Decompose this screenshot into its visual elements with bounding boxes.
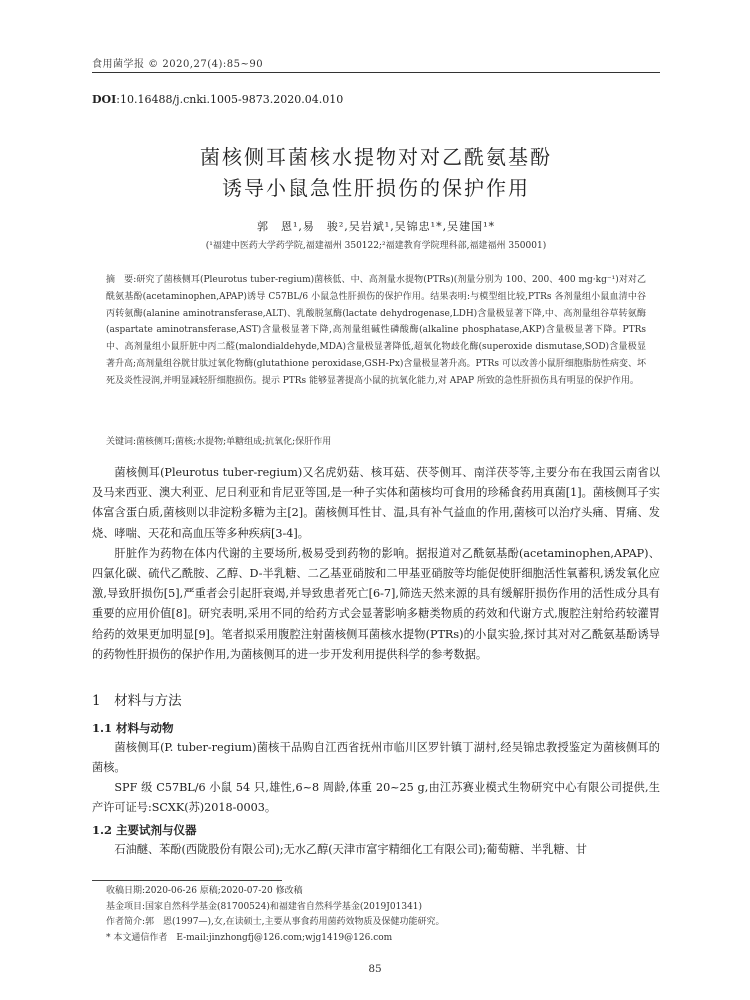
header-rule [92,72,660,73]
section-1-1-paragraph-2: SPF 级 C57BL/6 小鼠 54 只,雄性,6~8 周龄,体重 20~25 g,由江苏赛业模式生物研究中心有限公司提供,生产许可证号:SCXK(苏)2018-0003。 [92,781,660,815]
title-line-1: 菌核侧耳菌核水提物对对乙酰氨基酚 [200,145,552,169]
intro-paragraph-2: 肝脏作为药物在体内代谢的主要场所,极易受到药物的影响。据报道对乙酰氨基酚(acetaminophen,APAP)、四氯化碳、硫代乙酰胺、乙醇、D-半乳糖、二乙基亚硝胺和二甲基亚硝胺等均能促使肝细胞活性氧蓄积,诱发氧化应激,导致肝损伤[5],严重者会引起肝衰竭,并导致患者死亡[6-7],筛选天然来源的具有缓解肝损伤作用的活性成分具有重要的应用价值[8]。研究表明,采用不同的给药方式会显著影响多糖类物质的药效和代谢方式,腹腔注射给药较灌胃给药的效果更加明显[9]。笔者拟采用腹腔注射菌核侧耳菌核水提物(PTRs)的小鼠实验,探讨其对对乙酰氨基酚诱导的药物性肝损伤的保护作用,为菌核侧耳的进一步开发利用提供科学的参考数据。 [92,546,660,661]
affiliations: (¹福建中医药大学药学院,福建福州 350122;²福建教育学院理科部,福建福州 350001) [205,241,547,251]
doi-label: DOI [92,93,117,106]
section-1-2-paragraph-1: 石油醚、苯酚(西陇股份有限公司);无水乙醇(天津市富宇精细化工有限公司);葡萄糖、半乳糖、甘 [114,843,587,856]
journal-header: 食用菌学报 © 2020,27(4):85~90 [92,59,264,70]
footnote-author-bio: 作者简介:郭 恩(1997—),女,在读硕士,主要从事食药用菌药效物质及保健功能研究。 [106,917,445,927]
footnote-received: 收稿日期:2020-06-26 原稿;2020-07-20 修改稿 [106,886,303,896]
authors: 郭 恩¹,易 骏²,吴岩斌¹,吴锦忠¹*,吴建国¹* [256,220,496,233]
intro-paragraph-1: 菌核侧耳(Pleurotus tuber-regium)又名虎奶菇、核耳菇、茯苓侧耳、南洋茯苓等,主要分布在我国云南省以及马来西亚、澳大利亚、尼日利亚和肯尼亚等国,是一种子实体和菌核均可食用的珍稀食药用真菌[1]。菌核侧耳子实体富含蛋白质,菌核则以非淀粉多糖为主[2]。菌核侧耳性甘、温,具有补气益血的作用,菌核可以治疗头痛、胃痛、发烧、哮喘、天花和高血压等多种疾病[3-4]。 [92,466,660,540]
introduction [92,463,660,665]
footnote-correspondence: * 本文通信作者 E-mail:jinzhongfj@126.com;wjg1419@126.com [106,932,393,943]
doi [92,93,343,106]
section-heading-1-2: 1.2 主要试剂与仪器 [92,823,197,837]
page-number: 85 [368,963,382,975]
doi-value: :10.16488/j.cnki.1005-9873.2020.04.010 [116,93,344,106]
footnotes [106,884,445,946]
keywords: 关键词:菌核侧耳;菌核;水提物;单糖组成;抗氧化;保肝作用 [106,437,332,447]
footnote-funding: 基金项目:国家自然科学基金(81700524)和福建省自然科学基金(2019J01341) [106,901,423,912]
abstract: 摘 要:研究了菌核侧耳(Pleurotus tuber-regium)菌核低、中、高剂量水提物(PTRs)(剂量分别为 100、200、400 mg·kg⁻¹)对对乙酰氨基酚(acetaminophen,APAP)诱导 C57BL/6 小鼠急性肝损伤的保护作用。结果表明:与模型组比较,PTRs 各剂量组小鼠血清中谷丙转氨酶(alanine aminotransferase,ALT)、乳酸脱氢酶(lactate dehydrogenase,LDH)含量极显著下降,中、高剂量组谷草转氨酶(aspartate aminotransferase,AST)含量极显著下降,高剂量组碱性磷酸酶(alkaline phosphatase,AKP)含量极显著下降。PTRs 中、高剂量组小鼠肝脏中丙二醛(malondialdehyde,MDA)含量极显著降低,超氧化物歧化酶(superoxide dismutase,SOD)含量极显著升高;高剂量组谷胱甘肽过氧化物酶(glutathione peroxidase,GSH-Px)含量极显著升高。PTRs 可以改善小鼠肝细胞脂肪性病变、坏死及炎性浸润,并明显减轻肝细胞损伤。提示 PTRs 能够显著提高小鼠的抗氧化能力,对 APAP 所致的急性肝损伤具有明显的保护作用。 [106,275,646,386]
section-1-1-paragraph-1: 菌核侧耳(P. tuber-regium)菌核干品购自江西省抚州市临川区罗针镇丁湖村,经吴锦忠教授鉴定为菌核侧耳的菌核。 [92,741,660,775]
section-heading-1-1: 1.1 材料与动物 [92,721,174,735]
footnote-rule [92,880,282,881]
title-line-2: 诱导小鼠急性肝损伤的保护作用 [222,176,530,200]
section-heading-1: 1 材料与方法 [92,693,182,709]
